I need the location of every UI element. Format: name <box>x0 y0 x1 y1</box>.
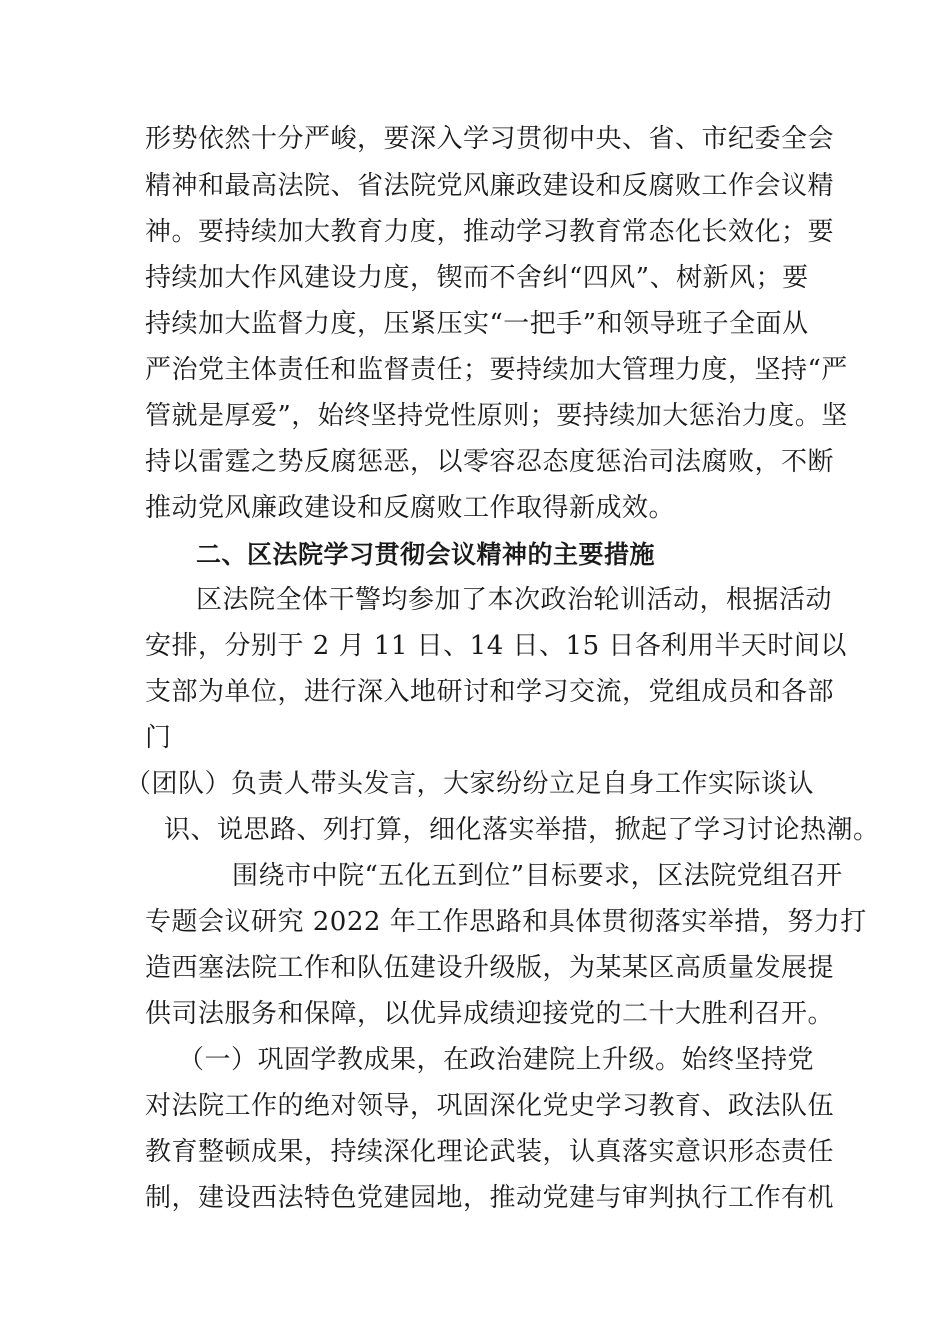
text-line: 精神和最高法院、省法院党风廉政建设和反腐败工作会议精 <box>145 171 835 201</box>
text-line: 区法院全体干警均参加了本次政治轮训活动，根据活动 <box>196 585 833 615</box>
text-line: 持以雷霆之势反腐惩恶，以零容忍态度惩治司法腐败，不断 <box>145 447 835 477</box>
text-line: （团队）负责人带头发言，大家纷纷立足自身工作实际谈认 <box>125 769 815 799</box>
text-line: 对法院工作的绝对领导，巩固深化党史学习教育、政法队伍 <box>145 1091 835 1121</box>
text-line: 围绕市中院“五化五到位”目标要求，区法院党组召开 <box>232 861 843 891</box>
text-line: 形势依然十分严峻，要深入学习贯彻中央、省、市纪委全会 <box>145 124 835 154</box>
section-heading: 二、区法院学习贯彻会议精神的主要措施 <box>196 540 656 569</box>
text-line: 供司法服务和保障，以优异成绩迎接党的二十大胜利召开。 <box>145 999 835 1029</box>
text-line: 推动党风廉政建设和反腐败工作取得新成效。 <box>145 493 676 523</box>
text-line: 门 <box>145 723 172 753</box>
text-line: 专题会议研究 2022 年工作思路和具体贯彻落实举措，努力打 <box>145 907 867 937</box>
text-line: （一）巩固学教成果，在政治建院上升级。始终坚持党 <box>178 1045 815 1075</box>
text-line: 教育整顿成果，持续深化理论武装，认真落实意识形态责任 <box>145 1137 835 1167</box>
text-line: 严治党主体责任和监督责任；要持续加大管理力度，坚持“严 <box>145 355 848 385</box>
text-line: 持续加大作风建设力度，锲而不舍纠“四风”、树新风；要 <box>145 263 809 293</box>
text-line: 持续加大监督力度，压紧压实“一把手”和领导班子全面从 <box>145 309 809 339</box>
text-line: 识、说思路、列打算，细化落实举措，掀起了学习讨论热潮。 <box>164 815 880 845</box>
text-line: 造西塞法院工作和队伍建设升级版，为某某区高质量发展提 <box>145 953 835 983</box>
text-line: 支部为单位，进行深入地研讨和学习交流，党组成员和各部 <box>145 677 835 707</box>
text-line: 安排，分别于 2 月 11 日、14 日、15 日各利用半天时间以 <box>145 631 847 661</box>
text-line: 神。要持续加大教育力度，推动学习教育常态化长效化；要 <box>145 217 835 247</box>
text-line: 制，建设西法特色党建园地，推动党建与审判执行工作有机 <box>145 1183 835 1213</box>
text-line: 管就是厚爱”，始终坚持党性原则；要持续加大惩治力度。坚 <box>145 401 848 431</box>
